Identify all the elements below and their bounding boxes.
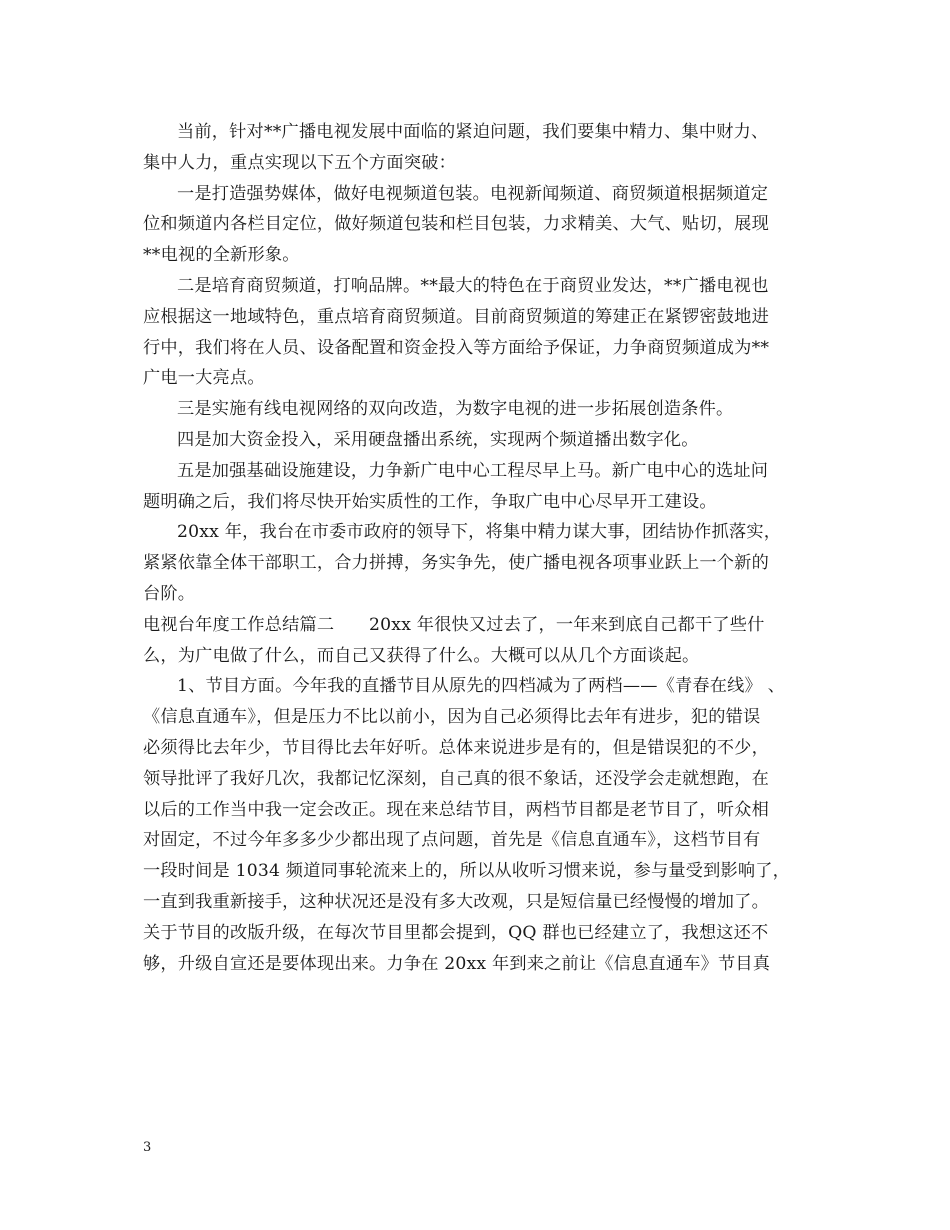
page-number: 3	[143, 1140, 152, 1155]
text-line: 紧紧依靠全体干部职工，合力拼搏，务实争先，使广播电视各项事业跃上一个新的	[143, 553, 769, 574]
text-line: 当前，针对**广播电视发展中面临的紧迫问题，我们要集中精力、集中财力、	[177, 122, 769, 142]
text-line: 电视台年度工作总结篇二 20xx 年很快又过去了，一年来到底自己都干了些什	[143, 614, 765, 635]
text-line: 《信息直通车》，但是压力不比以前小，因为自己必须得比去年有进步，犯的错误	[143, 707, 761, 728]
text-line: 对固定，不过今年多多少少都出现了点问题，首先是《信息直通车》，这档节目有	[143, 830, 761, 851]
text-line: 题明确之后，我们将尽快开始实质性的工作，争取广电中心尽早开工建设。	[143, 491, 717, 512]
text-line: 位和频道内各栏目定位，做好频道包装和栏目包装，力求精美、大气、贴切，展现	[143, 214, 769, 235]
text-line: 广电一大亮点。	[143, 368, 265, 389]
text-line: 以后的工作当中我一定会改正。现在来总结节目，两档节目都是老节目了，听众相	[143, 799, 769, 820]
text-line: 领导批评了我好几次，我都记忆深刻，自己真的很不象话，还没学会走就想跑，在	[143, 768, 769, 789]
text-line: 20xx 年，我台在市委市政府的领导下，将集中精力谋大事，团结协作抓落实，	[177, 522, 782, 543]
text-line: 集中人力，重点实现以下五个方面突破：	[143, 152, 456, 173]
text-line: 四是加大资金投入，采用硬盘播出系统，实现两个频道播出数字化。	[177, 429, 699, 450]
text-line: 台阶。	[143, 583, 196, 604]
text-line: 应根据这一地域特色，重点培育商贸频道。目前商贸频道的筹建正在紧锣密鼓地进	[143, 306, 769, 327]
text-line: 一直到我重新接手，这种状况还是没有多大改观，只是短信量已经慢慢的增加了。	[143, 891, 769, 912]
text-line: **电视的全新形象。	[143, 245, 300, 266]
text-line: 三是实施有线电视网络的双向改造，为数字电视的进一步拓展创造条件。	[177, 399, 734, 420]
text-line: 行中，我们将在人员、设备配置和资金投入等方面给予保证，力争商贸频道成为**	[143, 337, 770, 358]
text-line: 么，为广电做了什么，而自己又获得了什么。大概可以从几个方面谈起。	[143, 645, 700, 666]
text-line: 关于节目的改版升级，在每次节目里都会提到，QQ 群也已经建立了，我想这还不	[143, 922, 769, 943]
text-line: 二是培育商贸频道，打响品牌。**最大的特色在于商贸业发达，**广播电视也	[177, 275, 769, 296]
text-line: 1、节目方面。今年我的直播节目从原先的四档减为了两档——《青春在线》 、	[177, 676, 785, 697]
text-line: 五是加强基础设施建设，力争新广电中心工程尽早上马。新广电中心的选址问	[177, 460, 769, 481]
text-line: 必须得比去年少，节目得比去年好听。总体来说进步是有的，但是错误犯的不少，	[143, 737, 769, 758]
text-line: 够，升级自宣还是要体现出来。力争在 20xx 年到来之前让《信息直通车》节目真	[143, 953, 771, 974]
text-line: 一段时间是 1034 频道同事轮流来上的，所以从收听习惯来说，参与量受到影响了，	[143, 861, 791, 882]
document-body	[143, 117, 813, 979]
text-line: 一是打造强势媒体，做好电视频道包装。电视新闻频道、商贸频道根据频道定	[177, 183, 769, 204]
